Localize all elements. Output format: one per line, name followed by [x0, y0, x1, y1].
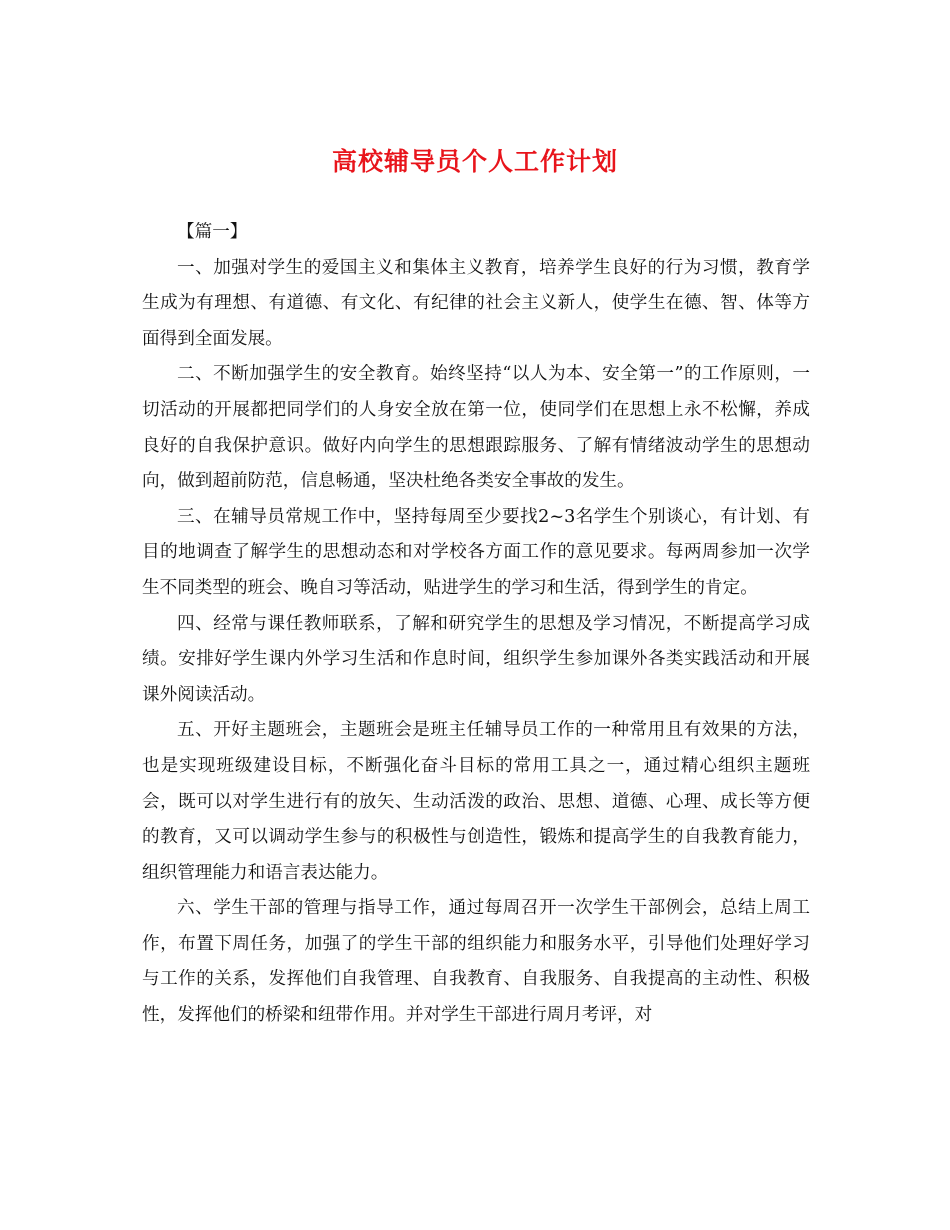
document-body: [142, 215, 810, 1034]
paragraph-1: 一、加强对学生的爱国主义和集体主义教育，培养学生良好的行为习惯，教育学生成为有理想、有道德、有文化、有纪律的社会主义新人，使学生在德、智、体等方面得到全面发展。: [142, 257, 810, 349]
paragraph-3: 三、在辅导员常规工作中，坚持每周至少要找2~3名学生个别谈心，有计划、有目的地调查了解学生的思想动态和对学校各方面工作的意见要求。每两周参加一次学生不同类型的班会、晚自习等活动，贴进学生的学习和生活，得到学生的肯定。: [142, 506, 810, 598]
section-label: 【篇一】: [177, 222, 248, 242]
paragraph-6: 六、学生干部的管理与指导工作，通过每周召开一次学生干部例会，总结上周工作，布置下周任务，加强了的学生干部的组织能力和服务水平，引导他们处理好学习与工作的关系，发挥他们自我管理、自我教育、自我服务、自我提高的主动性、积极性，发挥他们的桥梁和纽带作用。并对学生干部进行周月考评，对: [142, 898, 810, 1026]
paragraph-4: 四、经常与课任教师联系，了解和研究学生的思想及学习情况，不断提高学习成绩。安排好学生课内外学习生活和作息时间，组织学生参加课外各类实践活动和开展课外阅读活动。: [142, 613, 810, 705]
paragraph-5: 五、开好主题班会，主题班会是班主任辅导员工作的一种常用且有效果的方法，也是实现班级建设目标，不断强化奋斗目标的常用工具之一，通过精心组织主题班会，既可以对学生进行有的放矢、生动活泼的政治、思想、道德、心理、成长等方便的教育，又可以调动学生参与的积极性与创造性，锻炼和提高学生的自我教育能力，组织管理能力和语言表达能力。: [142, 720, 810, 883]
paragraph-2: 二、不断加强学生的安全教育。始终坚持“以人为本、安全第一”的工作原则，一切活动的开展都把同学们的人身安全放在第一位，使同学们在思想上永不松懈，养成良好的自我保护意识。做好内向学生的思想跟踪服务、了解有情绪波动学生的思想动向，做到超前防范，信息畅通，坚决杜绝各类安全事故的发生。: [142, 364, 810, 492]
document-title: 高校辅导员个人工作计划: [331, 147, 618, 176]
